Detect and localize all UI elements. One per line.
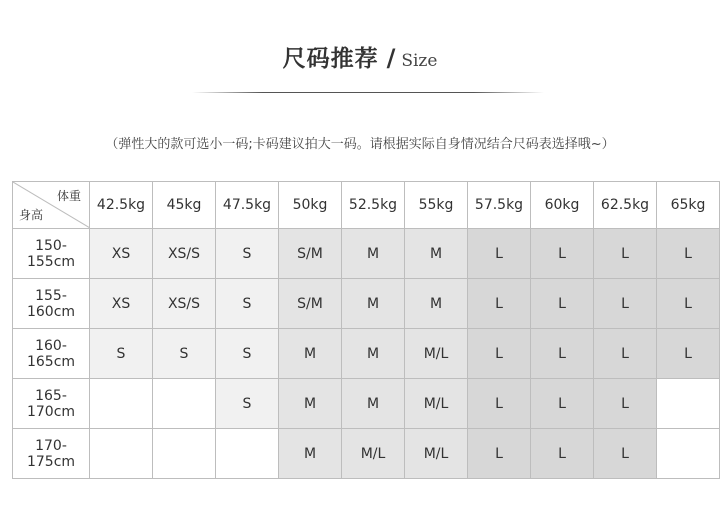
size-cell: S (90, 329, 153, 379)
size-row (13, 379, 720, 429)
size-cell: M (279, 429, 342, 479)
size-cell: L (468, 279, 531, 329)
size-cell: L (531, 379, 594, 429)
title-english: Size (401, 51, 438, 71)
size-cell: M (279, 329, 342, 379)
title-divider (192, 92, 544, 93)
weight-header-row (13, 182, 720, 229)
weight-header: 52.5kg (342, 182, 405, 229)
size-cell: S (216, 229, 279, 279)
size-cell: L (468, 429, 531, 479)
size-cell: L (594, 279, 657, 329)
size-cell: M/L (405, 429, 468, 479)
size-cell: L (468, 229, 531, 279)
title-chinese: 尺码推荐 (282, 46, 379, 72)
size-cell (657, 429, 720, 479)
size-row (13, 329, 720, 379)
size-cell: S (216, 279, 279, 329)
size-cell: M (342, 379, 405, 429)
weight-header: 55kg (405, 182, 468, 229)
size-cell: XS/S (153, 279, 216, 329)
size-cell: L (468, 379, 531, 429)
height-axis-label: 身高 (19, 208, 44, 222)
size-cell (90, 379, 153, 429)
size-note: （弹性大的款可选小一码;卡码建议拍大一码。请根据实际自身情况结合尺码表选择哦~） (105, 137, 615, 152)
size-cell: L (531, 229, 594, 279)
size-cell: L (594, 429, 657, 479)
height-label: 155-160cm (13, 279, 90, 329)
size-cell: M (405, 279, 468, 329)
size-cell: L (468, 329, 531, 379)
size-cell: S (153, 329, 216, 379)
title-slash: / (386, 44, 396, 72)
size-cell: M (279, 379, 342, 429)
weight-header: 60kg (531, 182, 594, 229)
size-cell: S (216, 329, 279, 379)
size-cell (90, 429, 153, 479)
size-cell: L (594, 329, 657, 379)
size-cell: XS (90, 229, 153, 279)
size-cell: L (657, 279, 720, 329)
size-cell: S (216, 379, 279, 429)
size-cell: M (405, 229, 468, 279)
size-cell: M (342, 279, 405, 329)
size-table (12, 181, 720, 479)
size-cell (216, 429, 279, 479)
size-cell: S/M (279, 229, 342, 279)
size-cell (153, 379, 216, 429)
size-cell: L (531, 329, 594, 379)
size-cell: L (531, 279, 594, 329)
size-cell: M/L (405, 379, 468, 429)
height-label: 150-155cm (13, 229, 90, 279)
height-label: 170-175cm (13, 429, 90, 479)
size-cell (657, 379, 720, 429)
size-cell: L (594, 229, 657, 279)
size-cell: L (657, 229, 720, 279)
weight-header: 47.5kg (216, 182, 279, 229)
weight-header: 62.5kg (594, 182, 657, 229)
size-row (13, 429, 720, 479)
size-cell: M (342, 329, 405, 379)
size-cell: XS (90, 279, 153, 329)
size-cell: M/L (342, 429, 405, 479)
weight-header: 50kg (279, 182, 342, 229)
size-cell: L (531, 429, 594, 479)
size-cell: XS/S (153, 229, 216, 279)
weight-axis-label: 体重 (56, 189, 81, 203)
height-label: 165-170cm (13, 379, 90, 429)
page-title (0, 40, 720, 73)
size-cell: M (342, 229, 405, 279)
size-row (13, 229, 720, 279)
weight-header: 57.5kg (468, 182, 531, 229)
size-cell: S/M (279, 279, 342, 329)
weight-header: 42.5kg (90, 182, 153, 229)
height-label: 160-165cm (13, 329, 90, 379)
size-cell: M/L (405, 329, 468, 379)
size-cell (153, 429, 216, 479)
size-row (13, 279, 720, 329)
weight-header: 45kg (153, 182, 216, 229)
corner-cell (13, 182, 90, 229)
size-cell: L (657, 329, 720, 379)
weight-header: 65kg (657, 182, 720, 229)
size-cell: L (594, 379, 657, 429)
